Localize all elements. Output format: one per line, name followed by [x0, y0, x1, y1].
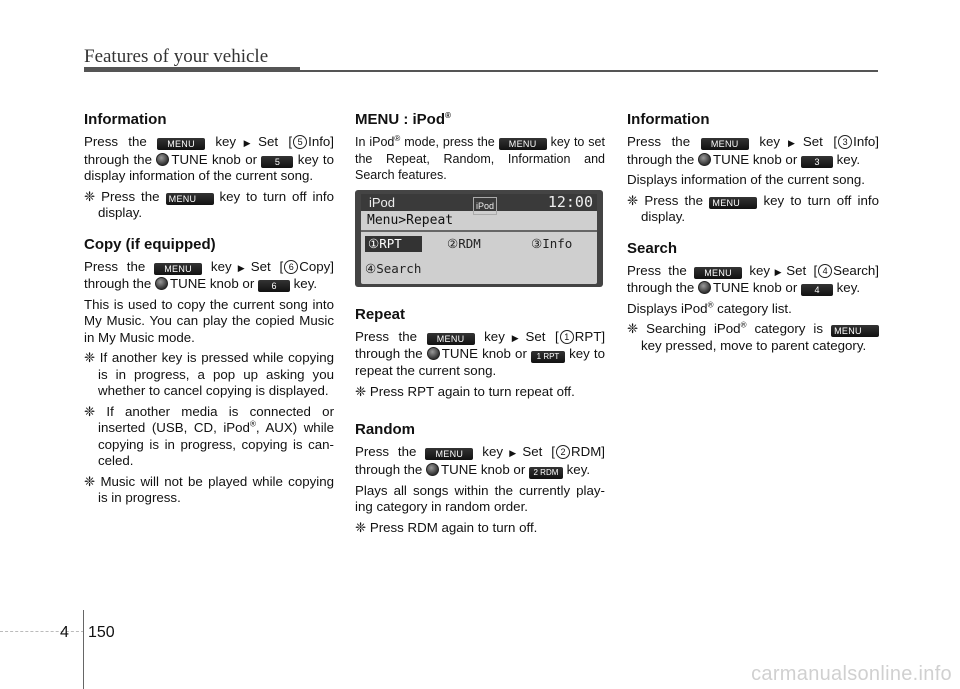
- number-3-icon: 3: [838, 135, 852, 149]
- tune-knob-icon: [698, 153, 711, 166]
- column-2: [355, 110, 605, 540]
- screen-item-rpt: ①RPT: [365, 236, 422, 253]
- section-title-search: Search: [627, 239, 678, 257]
- search-note: ❈ Searching iPod® category is MENU key pressed, move to parent category.: [627, 321, 879, 354]
- tune-knob-icon: [155, 277, 168, 290]
- tune-knob-icon: [698, 281, 711, 294]
- search-description: Displays iPod® category list.: [627, 300, 792, 316]
- screen-mode: iPod: [369, 194, 396, 210]
- screen-menu-path: Menu>Repeat: [361, 213, 597, 232]
- screen-clock: 12:00: [547, 192, 593, 211]
- menu-key-icon: MENU: [425, 448, 473, 460]
- screen-item-search: ④Search: [365, 260, 422, 276]
- header-bar-thick: [84, 67, 300, 72]
- header-bar-thin: [300, 70, 878, 72]
- info-note: ❈ Press the MENU key to turn off info display.: [84, 188, 334, 220]
- copy-note-3: ❈ Music will not be played while copying is in progress.: [84, 473, 334, 505]
- number-4-icon: 4: [818, 264, 832, 278]
- menu-instruction: In iPod® mode, press the MENU key to set the Repeat, Random, Information and Search features.: [355, 133, 605, 182]
- key-1-rpt-icon: 1 RPT: [531, 351, 565, 363]
- menu-key-icon: MENU: [499, 138, 547, 150]
- info-instruction-2: Press the MENU key▶Set [ 3 Info] through the TUNE knob or 3 key.: [627, 134, 879, 167]
- menu-key-icon: MENU: [154, 263, 202, 275]
- arrow-right-icon: ▶: [505, 332, 525, 343]
- section-title-menu-ipod: MENU : iPod®: [355, 111, 451, 128]
- tune-knob-icon: [156, 153, 169, 166]
- arrow-right-icon: ▶: [771, 266, 786, 277]
- screen-item-rdm: ②RDM: [447, 235, 481, 251]
- menu-key-icon: MENU: [166, 193, 214, 205]
- column-3: [627, 110, 879, 358]
- section-title-repeat: Repeat: [355, 305, 406, 323]
- number-6-icon: 6: [284, 260, 298, 274]
- random-note: ❈ Press RDM again to turn off.: [355, 519, 538, 535]
- info-note-2: ❈ Press the MENU key to turn off info display.: [627, 192, 879, 224]
- info-instruction: Press the MENU key▶Set [ 5 Info] through the TUNE knob or 5 key to display information of the current song.: [84, 134, 334, 183]
- section-title-information: Information: [84, 111, 167, 128]
- number-1-icon: 1: [560, 330, 574, 344]
- menu-key-icon: MENU: [709, 197, 757, 209]
- chapter-number: 4: [60, 624, 69, 641]
- random-description: Plays all songs within the currently play-ing category in random order.: [355, 482, 605, 514]
- section-title-information-2: Information: [627, 111, 710, 128]
- repeat-instruction: Press the MENU key▶Set [ 1 RPT] through the TUNE knob or 1 RPT key to repeat the current song.: [355, 328, 606, 378]
- key-5-icon: 5: [261, 156, 293, 168]
- key-2-rdm-icon: 2 RDM: [529, 467, 563, 479]
- column-1: [84, 110, 334, 511]
- tune-knob-icon: [427, 347, 440, 360]
- page-separator: [83, 610, 84, 689]
- repeat-note: ❈ Press RPT again to turn repeat off.: [355, 383, 575, 399]
- copy-description: This is used to copy the current song into My Music. You can play the copied Music in My Music mode.: [84, 296, 334, 345]
- arrow-right-icon: ▶: [232, 262, 250, 273]
- menu-key-icon: MENU: [427, 333, 475, 345]
- search-instruction: Press the MENU key▶Set [ 4 Search] through the TUNE knob or 4 key.: [627, 262, 879, 295]
- section-title-copy: Copy (if equipped): [84, 235, 216, 253]
- menu-key-icon: MENU: [831, 325, 879, 337]
- info-description-2: Displays information of the current song.: [627, 172, 865, 187]
- footer-dash-line: [0, 631, 84, 632]
- watermark: carmanualsonline.info: [751, 663, 952, 685]
- menu-key-icon: MENU: [157, 138, 205, 150]
- section-title-random: Random: [355, 421, 415, 438]
- copy-instruction: Press the MENU key▶Set [ 6 Copy] through the TUNE knob or 6 key.: [84, 258, 334, 291]
- ipod-menu-screen: [355, 190, 603, 287]
- key-3-icon: 3: [801, 156, 833, 168]
- arrow-right-icon: ▶: [781, 138, 802, 148]
- random-instruction: Press the MENU key▶Set [ 2 RDM] through the TUNE knob or 2 RDM key.: [355, 444, 605, 477]
- arrow-right-icon: ▶: [237, 138, 258, 148]
- menu-key-icon: MENU: [694, 267, 742, 279]
- screen-badge: iPod: [473, 197, 497, 216]
- page-number: 150: [88, 624, 115, 641]
- screen-item-info: ③Info: [531, 235, 573, 251]
- key-4-icon: 4: [801, 284, 833, 296]
- copy-note-2: ❈ If another media is connected or inserted (USB, CD, iPod®, AUX) while copying is in progress, copying is can-celed.: [84, 403, 334, 468]
- key-6-icon: 6: [258, 280, 290, 292]
- menu-key-icon: MENU: [701, 138, 749, 150]
- page-header-title: Features of your vehicle: [84, 46, 269, 67]
- copy-note-1: ❈ If another key is pressed while copying is in progress, a pop up asking you whether to cancel copying is displayed.: [84, 350, 334, 398]
- tune-knob-icon: [426, 463, 439, 476]
- arrow-right-icon: ▶: [504, 448, 522, 458]
- number-2-icon: 2: [556, 445, 570, 459]
- number-5-icon: 5: [293, 135, 307, 149]
